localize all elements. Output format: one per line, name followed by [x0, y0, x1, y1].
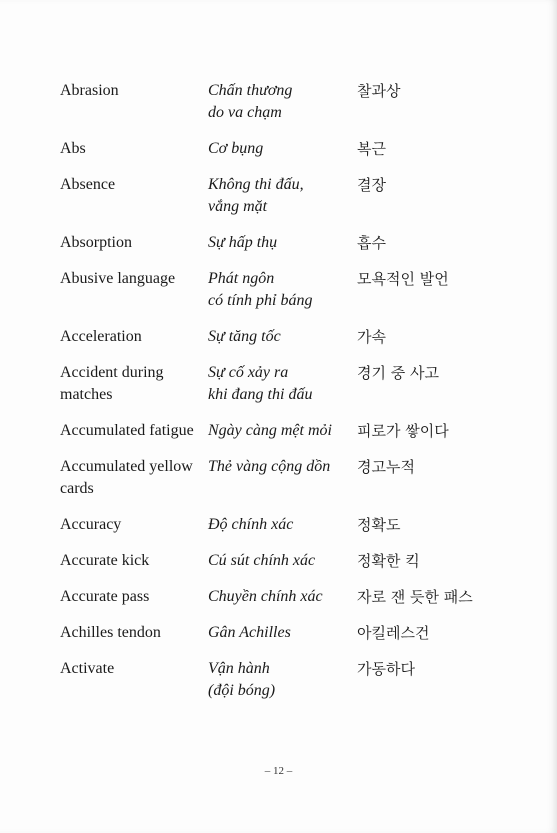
vietnamese-term: Cú sút chính xác [208, 552, 316, 569]
english-term: Accurate pass [60, 588, 150, 605]
glossary-row [60, 80, 530, 124]
english-term: Absorption [60, 234, 132, 251]
korean-term: 아킬레스건 [357, 624, 430, 642]
english-term: Acceleration [60, 328, 142, 345]
english-term: Absence [60, 176, 116, 193]
english-term: Abrasion [60, 82, 119, 99]
english-term: Accumulated fatigue [60, 422, 194, 439]
vietnamese-term: Sự cố xảy ra khi đang thi đấu [208, 364, 313, 403]
vietnamese-term: Sự hấp thụ [208, 234, 278, 251]
korean-term: 정확도 [357, 516, 401, 534]
glossary-row [60, 138, 530, 160]
korean-term: 가동하다 [357, 660, 415, 678]
glossary-row [60, 174, 530, 218]
vietnamese-term: Phát ngôn có tính phỉ báng [208, 270, 313, 309]
korean-term: 흡수 [357, 234, 386, 252]
vietnamese-term: Sự tăng tốc [208, 328, 281, 345]
english-term: Accumulated yellow cards [60, 458, 193, 497]
glossary-row [60, 586, 530, 608]
glossary-row [60, 658, 530, 702]
korean-term: 모욕적인 발언 [357, 270, 449, 288]
korean-term: 자로 잰 듯한 패스 [357, 588, 473, 606]
glossary-row [60, 232, 530, 254]
vietnamese-term: Gân Achilles [208, 624, 291, 641]
vietnamese-term: Chuyền chính xác [208, 588, 323, 605]
vietnamese-term: Độ chính xác [208, 516, 294, 533]
vietnamese-term: Thẻ vàng cộng dồn [208, 458, 331, 475]
vietnamese-term: Không thi đấu, vắng mặt [208, 176, 304, 215]
glossary-row [60, 420, 530, 442]
vietnamese-term: Ngày càng mệt mỏi [208, 422, 332, 439]
english-term: Accurate kick [60, 552, 150, 569]
korean-term: 결장 [357, 176, 386, 194]
english-term: Achilles tendon [60, 624, 161, 641]
english-term: Accident during matches [60, 364, 164, 403]
korean-term: 정확한 킥 [357, 552, 420, 570]
glossary-row [60, 622, 530, 644]
english-term: Abs [60, 140, 86, 157]
korean-term: 찰과상 [357, 82, 401, 100]
vietnamese-term: Chấn thương do va chạm [208, 82, 293, 121]
glossary-row [60, 456, 530, 500]
glossary-row [60, 268, 530, 312]
glossary-row [60, 326, 530, 348]
english-term: Activate [60, 660, 115, 677]
page-number: – 12 – [264, 765, 293, 777]
glossary-row [60, 514, 530, 536]
glossary-row [60, 550, 530, 572]
vietnamese-term: Cơ bụng [208, 140, 264, 157]
english-term: Accuracy [60, 516, 122, 533]
korean-term: 복근 [357, 140, 386, 158]
glossary-row [60, 362, 530, 406]
english-term: Abusive language [60, 270, 176, 287]
glossary-list [60, 80, 530, 716]
korean-term: 경고누적 [357, 458, 415, 476]
korean-term: 피로가 쌓이다 [357, 422, 449, 440]
korean-term: 경기 중 사고 [357, 364, 439, 382]
korean-term: 가속 [357, 328, 386, 346]
vietnamese-term: Vận hành (đội bóng) [208, 660, 276, 699]
